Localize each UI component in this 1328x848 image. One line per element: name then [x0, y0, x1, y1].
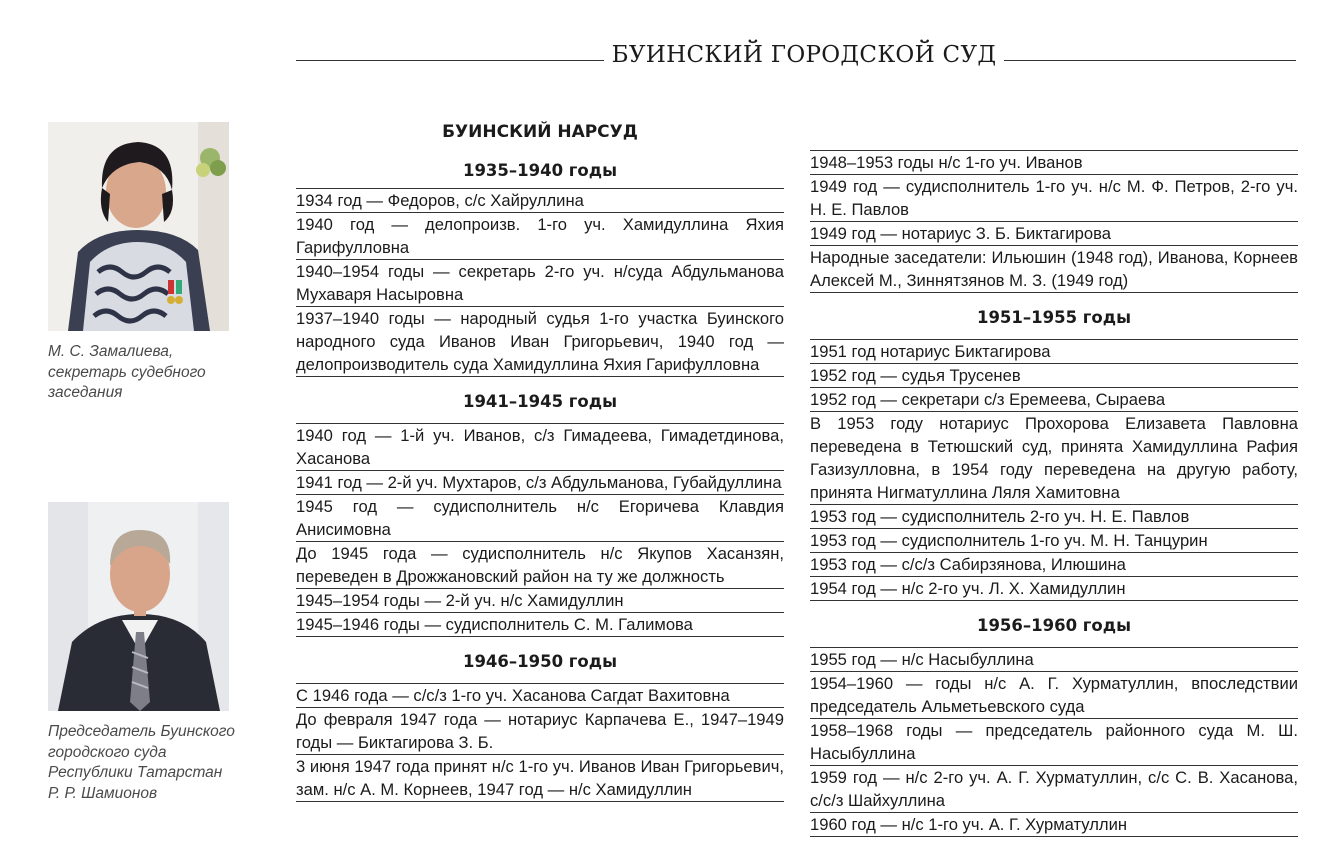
- list-item: 3 июня 1947 года принят н/с 1-го уч. Иванов Иван Григорьевич, зам. н/с А. М. Корнеев, 1947 год — н/с Хамидуллин: [296, 754, 784, 802]
- entry-list: [296, 683, 784, 802]
- left-column: [296, 118, 784, 802]
- photo-chairman: [48, 502, 229, 711]
- list-item: Народные заседатели: Ильюшин (1948 год), Иванова, Корнеев Алексей М., Зиннятзянов М. З. (1949 год): [810, 245, 1298, 293]
- right-column: [810, 150, 1298, 837]
- list-item: 1940 год — делопроизв. 1-го уч. Хамидуллина Яхия Гарифулловна: [296, 212, 784, 259]
- list-item: До 1945 года — судисполнитель н/с Якупов Хасанзян, переведен в Дрожжановский район на ту же должность: [296, 541, 784, 588]
- list-item: 1945–1954 годы — 2-й уч. н/с Хамидуллин: [296, 588, 784, 612]
- list-item: 1954–1960 — годы н/с А. Г. Хурматуллин, впоследствии председатель Альметьевского суда: [810, 671, 1298, 718]
- list-item: В 1953 году нотариус Прохорова Елизавета Павловна переведена в Тетюшский суд, принята Хамидуллина Рафия Газизулловна, в 1954 году переведена на другую работу, принята Нигматуллина Ляля Хамитовна: [810, 411, 1298, 504]
- period-heading: 1941–1945 годы: [462, 392, 618, 411]
- list-item: 1945 год — судисполнитель н/с Егоричева Клавдия Анисимовна: [296, 494, 784, 541]
- photo-secretary: [48, 122, 229, 331]
- title-rule-right: [1004, 60, 1296, 61]
- list-item: 1948–1953 годы н/с 1-го уч. Иванов: [810, 150, 1298, 174]
- period-heading: 1956–1960 годы: [976, 616, 1132, 635]
- list-item: С 1946 года — с/с/з 1-го уч. Хасанова Сагдат Вахитовна: [296, 683, 784, 707]
- list-item: 1940 год — 1-й уч. Иванов, с/з Гимадеева, Гимадетдинова, Хасанова: [296, 423, 784, 470]
- list-item: 1958–1968 годы — председатель районного суда М. Ш. Насыбуллина: [810, 718, 1298, 765]
- list-item: 1954 год — н/с 2-го уч. Л. Х. Хамидуллин: [810, 576, 1298, 601]
- list-item: 1949 год — нотариус З. Б. Биктагирова: [810, 221, 1298, 245]
- list-item: 1953 год — судисполнитель 1-го уч. М. Н. Танцурин: [810, 528, 1298, 552]
- page-title: БУИНСКИЙ ГОРОДСКОЙ СУД: [611, 42, 997, 68]
- list-item: 1934 год — Федоров, с/с Хайруллина: [296, 188, 784, 212]
- period-heading: 1935–1940 годы: [462, 161, 618, 180]
- title-rule-left: [296, 60, 604, 61]
- list-item: 1952 год — секретари с/з Еремеева, Сыраева: [810, 387, 1298, 411]
- entry-list: [810, 339, 1298, 601]
- entry-list: [810, 150, 1298, 293]
- entry-list: [810, 647, 1298, 837]
- list-item: 1953 год — судисполнитель 2-го уч. Н. Е. Павлов: [810, 504, 1298, 528]
- period-heading: 1951–1955 годы: [976, 308, 1132, 327]
- list-item: 1951 год нотариус Биктагирова: [810, 339, 1298, 363]
- list-item: 1940–1954 годы — секретарь 2-го уч. н/суда Абдульманова Мухаваря Насыровна: [296, 259, 784, 306]
- list-item: До февраля 1947 года — нотариус Карпачева Е., 1947–1949 годы — Биктагирова З. Б.: [296, 707, 784, 754]
- list-item: 1953 год — с/с/з Сабирзянова, Илюшина: [810, 552, 1298, 576]
- list-item: 1945–1946 годы — судисполнитель С. М. Галимова: [296, 612, 784, 637]
- photo-caption-secretary: М. С. Замалиева, секретарь судебного заседания: [48, 343, 206, 401]
- list-item: 1941 год — 2-й уч. Мухтаров, с/з Абдульманова, Губайдуллина: [296, 470, 784, 494]
- list-item: 1960 год — н/с 1-го уч. А. Г. Хурматуллин: [810, 812, 1298, 837]
- list-item: 1952 год — судья Трусенев: [810, 363, 1298, 387]
- entry-list: [296, 188, 784, 377]
- photo-caption-chairman: Председатель Буинского городского суда Республики Татарстан Р. Р. Шамионов: [48, 723, 235, 802]
- list-item: 1959 год — н/с 2-го уч. А. Г. Хурматуллин, с/с С. В. Хасанова, с/с/з Шайхуллина: [810, 765, 1298, 812]
- entry-list: [296, 423, 784, 637]
- list-item: 1937–1940 годы — народный судья 1-го участка Буинского народного суда Иванов Иван Григорьевич, 1940 год — делопроизводитель суда Хамидуллина Яхия Гарифулловна: [296, 306, 784, 377]
- period-heading: 1946–1950 годы: [462, 652, 618, 671]
- section-heading-narsud: БУИНСКИЙ НАРСУД: [442, 122, 638, 142]
- list-item: 1949 год — судисполнитель 1-го уч. н/с М. Ф. Петров, 2-го уч. Н. Е. Павлов: [810, 174, 1298, 221]
- list-item: 1955 год — н/с Насыбуллина: [810, 647, 1298, 671]
